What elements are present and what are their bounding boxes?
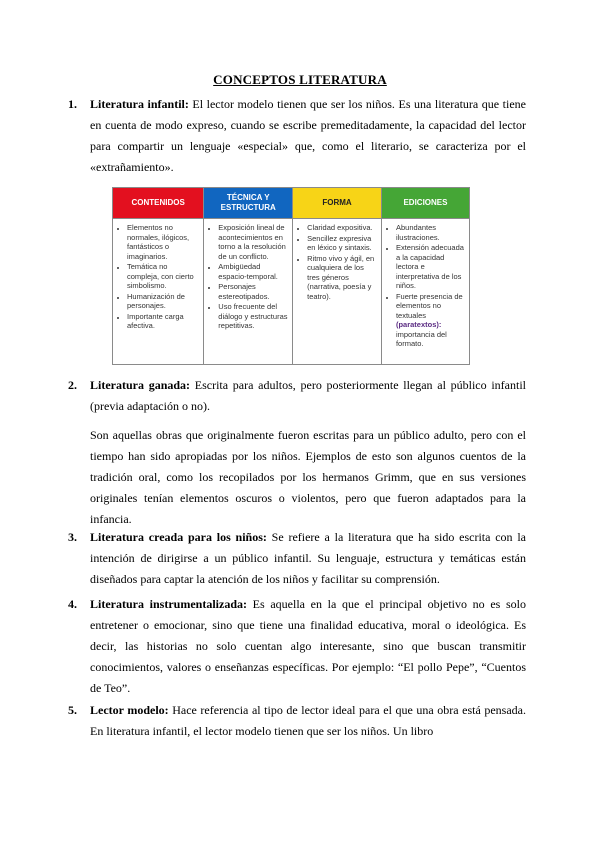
table-column-ediciones — [382, 188, 469, 364]
list-item-3 — [68, 527, 526, 590]
list-item-5 — [68, 700, 526, 742]
bullet-item: • Sencillez expresiva en léxico y sintaxis. — [307, 234, 378, 253]
column-body — [382, 219, 469, 349]
bullet-item: • Humanización de personajes. — [127, 292, 200, 311]
item-term: Lector modelo: — [90, 703, 169, 717]
item-number: 2. — [68, 378, 77, 392]
column-header — [382, 188, 469, 219]
column-header — [293, 188, 381, 219]
item-paragraph — [90, 700, 526, 742]
bullet-item: • Abundantes ilustraciones. — [396, 223, 466, 242]
item-number: 4. — [68, 597, 77, 611]
bullet-item: • Importante carga afectiva. — [127, 312, 200, 331]
column-body — [113, 219, 203, 331]
column-header-label: EDICIONES — [403, 198, 448, 207]
bullet-text: Fuerte presencia de elementos no textuales — [395, 291, 463, 320]
item-paragraph — [90, 594, 526, 699]
column-body — [293, 219, 381, 301]
item-paragraph — [90, 527, 526, 590]
item-paragraph — [90, 375, 526, 417]
item-text: Hace referencia al tipo de lector ideal para el que una obra está pensada. En literatura infantil, el lector modelo tienen que ser los niños. Un libro — [90, 703, 526, 738]
list-item-4 — [68, 594, 527, 699]
item-text: El lector modelo tienen que ser los niños. Es una literatura que tiene en cuenta de modo expreso, cuando se escribe premeditadamente, la capacidad del lector para compartir un lenguaje «especial» que, como el literario, se caracteriza por el «extrañamiento». — [90, 97, 526, 174]
bullet-item — [396, 292, 466, 349]
column-header-label: CONTENIDOS — [131, 198, 185, 207]
column-header — [113, 188, 203, 219]
item-number: 5. — [68, 703, 77, 717]
column-header — [204, 188, 292, 219]
concepts-table — [112, 187, 470, 365]
bullet-item: • Ritmo vivo y ágil, en cualquiera de los tres géneros (narrativa, poesía y teatro). — [307, 254, 378, 302]
table-column-tecnica — [204, 188, 293, 364]
item-extra-paragraph: Son aquellas obras que originalmente fueron escritas para un público adulto, pero con el tiempo han sido apropiadas por los niños. Ejemplos de esto son algunos cuentos de la tradición oral, como los recopilados por los hermanos Grimm, que en sus versiones originales tenían elementos oscuros o violentos, pero que fueron adaptados para la infancia. — [90, 428, 526, 526]
bullet-item: • Temática no compleja, con cierto simbolismo. — [127, 262, 200, 291]
paratextos-highlight: (paratextos): — [395, 320, 442, 329]
column-header-label: FORMA — [322, 198, 352, 207]
item-term: Literatura creada para los niños: — [90, 530, 267, 544]
column-header-label: TÉCNICA Y ESTRUCTURA — [220, 193, 276, 212]
page-title: CONCEPTOS LITERATURA — [213, 72, 387, 87]
item-number: 3. — [68, 530, 77, 544]
item-text: Es aquella en la que el principal objetivo no es solo entretener o emocionar, sino que tiene una finalidad educativa, moral o ideológica. Es decir, las historias no solo cuentan algo interesante, sino que buscan transmitir conocimientos, valores o enseñanzas específicas. Por ejemplo: “El pollo Pepe”, “Cuentos de Teo”. — [90, 597, 527, 695]
item-term: Literatura instrumentalizada: — [90, 597, 247, 611]
bullet-item: • Exposición lineal de acontecimientos en torno a la resolución de un conflicto. — [218, 223, 289, 261]
bullet-tail: importancia del formato. — [395, 329, 447, 348]
item-term: Literatura ganada: — [90, 378, 191, 392]
item-text: Escrita para adultos, pero posteriormente llegan al público infantil (previa adaptación o no). — [90, 378, 527, 413]
list-item-2 — [68, 375, 527, 530]
column-body — [204, 219, 292, 331]
table-column-forma — [293, 188, 382, 364]
bullet-item: • Claridad expositiva. — [307, 223, 378, 233]
item-term: Literatura infantil: — [90, 97, 189, 111]
bullet-item: • Personajes estereotipados. — [218, 282, 289, 301]
bullet-item: • Uso frecuente del diálogo y estructuras repetitivas. — [218, 302, 289, 331]
bullet-item: • Ambigüedad espacio-temporal. — [218, 262, 289, 281]
item-paragraph — [90, 94, 526, 178]
item-number: 1. — [68, 97, 77, 111]
item-text: Se refiere a la literatura que ha sido escrita con la intención de dirigirse a un público infantil. Su lenguaje, estructura y temáticas están diseñados para captar la atención de los niños y facilitar su comprensión. — [90, 530, 526, 586]
bullet-item: • Extensión adecuada a la capacidad lectora e interpretativa de los niños. — [396, 243, 466, 291]
list-item-1 — [68, 94, 526, 178]
bullet-item: • Elementos no normales, ilógicos, fantásticos o imaginarios. — [127, 223, 200, 261]
table-column-contenidos — [113, 188, 204, 364]
